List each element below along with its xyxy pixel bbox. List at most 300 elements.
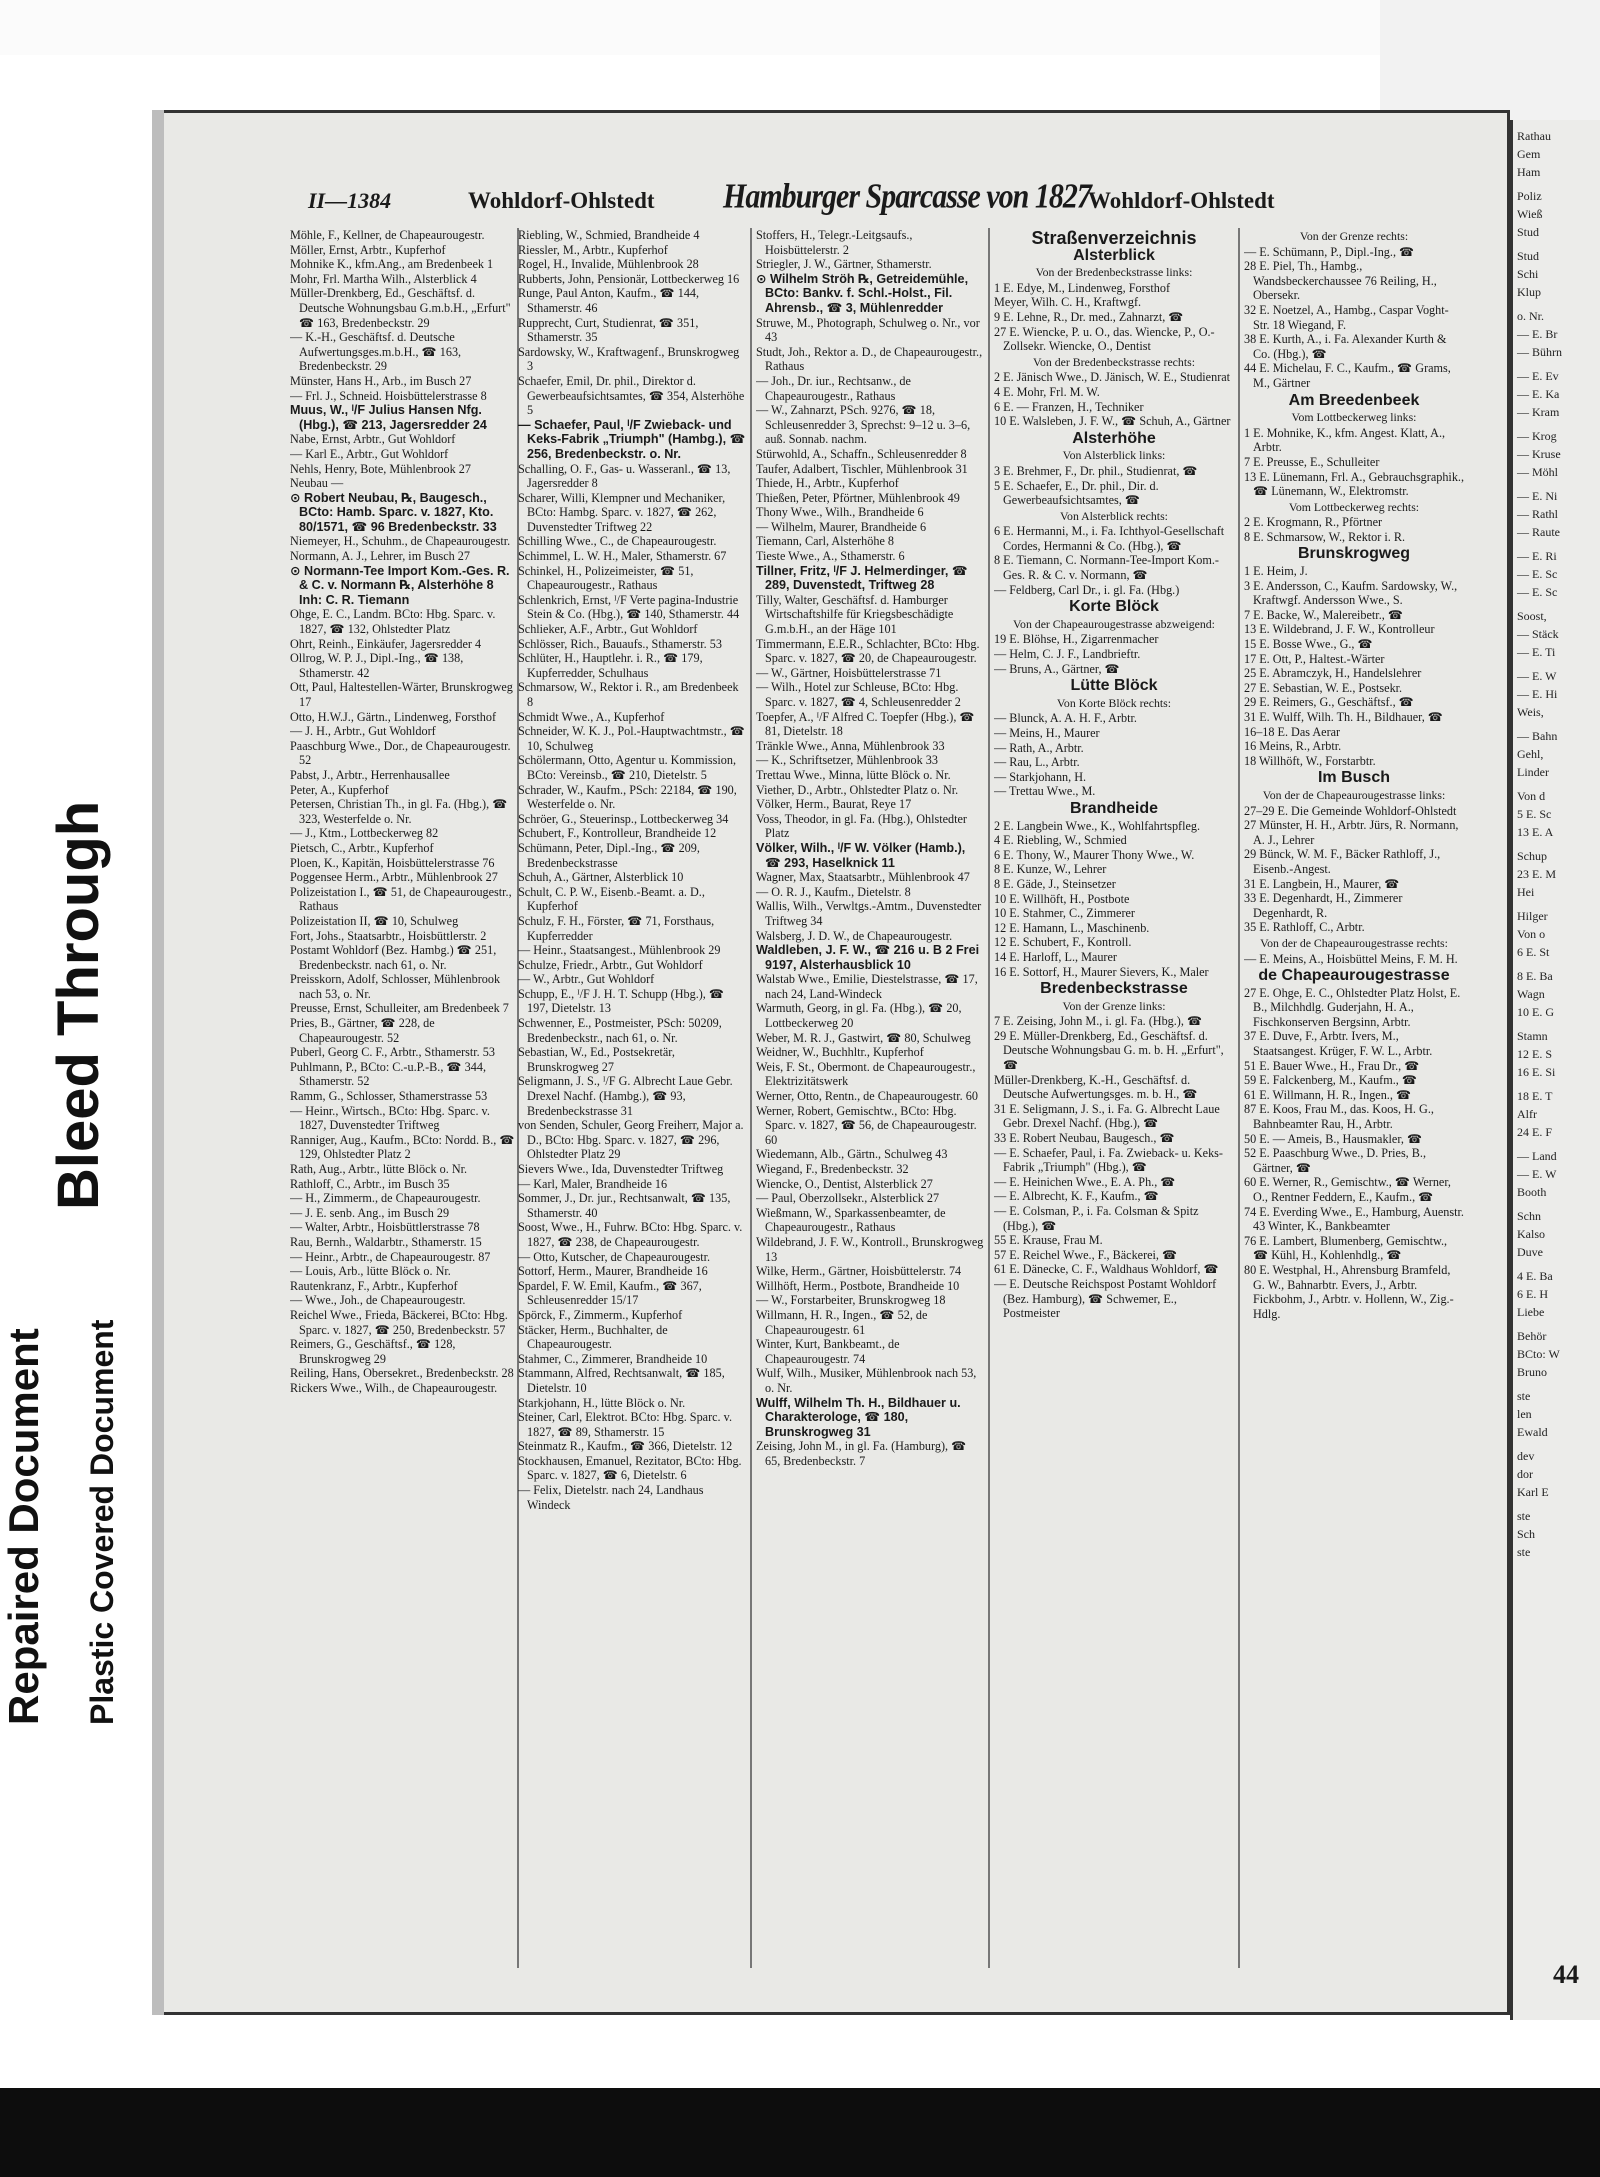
direction-note: Von Alsterblick links: (1062, 448, 1166, 463)
directory-entry: 31 E. Langbein, H., Maurer, ☎ (1244, 876, 1400, 891)
directory-entry: — Wilh., Hotel zur Schleuse, BCto: Hbg. Sparc. v. 1827, ☎ 4, Schleusenredder 2 (756, 680, 961, 709)
fragment-line: Linder (1517, 765, 1549, 779)
directory-entry: Struwe, M., Photograph, Schulweg o. Nr., vor 43 (756, 315, 980, 345)
directory-entry: Polizeistation I., ☎ 51, de Chapeaurougestr., Rathaus (290, 884, 512, 914)
directory-entry: Schneider, W. K. J., Pol.-Hauptwachtmstr., ☎ 10, Schulweg (518, 724, 745, 753)
directory-entry: 27 Münster, H. H., Arbtr. Jürs, R. Normann, A. J., Lehrer (1244, 818, 1459, 847)
directory-entry: — E. Heinichen Wwe., E. A. Ph., ☎ (994, 1174, 1176, 1189)
directory-entry: Wallis, Wilh., Verwltgs.-Amtm., Duvenstedter Triftweg 34 (756, 899, 982, 928)
directory-entry: 6 E. Hermanni, M., i. Fa. Ichthyol-Gesellschaft Cordes, Hermanni & Co. (Hbg.), ☎ (994, 524, 1225, 553)
directory-entry: Trettau Wwe., Minna, lütte Blöck o. Nr. (756, 767, 951, 782)
directory-entry: Müller-Drenkberg, Ed., Geschäftsf. d. Deutsche Wohnungsbau G.m.b.H., „Erfurt" ☎ 163, Bredenbeckstr. 29 (290, 286, 511, 330)
directory-entry: Stahmer, C., Zimmerer, Brandheide 10 (518, 1351, 708, 1366)
bank-advertisement: Hamburger Sparcasse von 1827 (723, 177, 1091, 216)
directory-entry: Toepfer, A., ᴵ/F Alfred C. Toepfer (Hbg.), ☎ 81, Dietelstr. 18 (756, 709, 975, 739)
fragment-line: Stamn (1517, 1029, 1548, 1043)
directory-entry: 18 Willhöft, W., Forstarbtr. (1244, 753, 1376, 768)
fragment-line: Von o (1517, 927, 1546, 941)
directory-entry: 1 E. Mohnike, K., kfm. Angest. Klatt, A., Arbtr. (1244, 425, 1446, 455)
fragment-line: ste (1517, 1509, 1531, 1523)
directory-entry: Postamt Wohldorf (Bez. Hambg.) ☎ 251, Bredenbeckstr. nach 61, o. Nr. (290, 943, 497, 972)
directory-entry: Schlieker, A.F., Arbtr., Gut Wohldorf (518, 622, 698, 637)
fragment-line: — E. Sc (1517, 567, 1558, 581)
fragment-line: — Möhl (1517, 465, 1559, 479)
directory-entry: Rubberts, John, Pensionär, Lottbeckerweg 16 (518, 271, 740, 286)
directory-entry: 37 E. Duve, F., Arbtr. Ivers, M., Staatsangest. Krüger, F. W. L., Arbtr. (1244, 1029, 1433, 1059)
scan-bottom-border (0, 2088, 1600, 2177)
directory-entry: Ploen, K., Kapitän, Hoisbüttelerstrasse 76 (290, 855, 495, 870)
directory-entry: Viether, D., Arbtr., Ohlstedter Platz o. Nr. (756, 782, 959, 797)
page-header (308, 177, 1308, 220)
directory-entry: Schölermann, Otto, Agentur u. Kommission, BCto: Vereinsb., ☎ 210, Dietelstr. 5 (518, 753, 737, 782)
place-heading-right: Wohldorf-Ohlstedt (1088, 188, 1275, 213)
fragment-line: Kalso (1517, 1227, 1545, 1241)
next-page-number: 44 (1553, 1960, 1579, 1989)
fragment-line: Wieß (1517, 207, 1543, 221)
directory-entry: Rath, Aug., Arbtr., lütte Blöck o. Nr. (290, 1162, 468, 1176)
directory-entry: Stürwohld, A., Schaffn., Schleusenredder 8 (756, 446, 967, 461)
directory-entry: 9 E. Lehne, R., Dr. med., Zahnarzt, ☎ (994, 309, 1184, 324)
fragment-line: len (1517, 1407, 1532, 1421)
directory-entry: 38 E. Kurth, A., i. Fa. Alexander Kurth & Co. (Hbg.), ☎ (1244, 332, 1447, 361)
directory-entry: Wulff, Wilhelm Th. H., Bildhauer u. Charakterologe, ☎ 180, Brunskrogweg 31 (756, 1395, 961, 1439)
directory-entry: Sardowsky, W., Kraftwagenf., Brunskrogweg 3 (518, 344, 740, 374)
directory-entry: 44 E. Michelau, F. C., Kaufm., ☎ Grams, M., Gärtner (1244, 361, 1451, 390)
directory-entry: 8 E. Kunze, W., Lehrer (994, 862, 1107, 877)
directory-entry: 61 E. Dänecke, C. F., Waldhaus Wohldorf, ☎ (994, 1262, 1219, 1277)
directory-entry: Rogel, H., Invalide, Mühlenbrook 28 (518, 257, 699, 272)
directory-entry: Wagner, Max, Staatsarbtr., Mühlenbrook 47 (756, 870, 970, 885)
directory-entry: Schulz, F. H., Förster, ☎ 71, Forsthaus, Kupferredder (518, 913, 715, 943)
directory-entry: — Wwe., Joh., de Chapeaurougestr. (290, 1293, 466, 1308)
directory-entry: Stäcker, Herm., Buchhalter, de Chapeaurougestr. (518, 1322, 668, 1352)
bleed-through-label: Bleed Through (46, 800, 111, 1210)
directory-entry: — E. Deutsche Reichspost Postamt Wohldorf (Bez. Hamburg), ☎ Schwemer, E., Postmeister (994, 1276, 1217, 1321)
directory-entry: Schwenner, E., Postmeister, PSch: 50209, Bredenbeckstr., nach 61, o. Nr. (518, 1016, 722, 1045)
directory-entry: Seligmann, J. S., ᴵ/F G. Albrecht Laue Gebr. Drexel Nachf. (Hambg.), ☎ 93, Bredenbeckstrasse 31 (518, 1074, 733, 1118)
directory-entry: Schlenkrich, Ernst, ᴵ/F Verte pagina-Industrie Stein & Co. (Hbg.), ☎ 140, Sthamerstr. 44 (518, 592, 740, 622)
directory-entry: — W., Gärtner, Hoisbüttelerstrasse 71 (756, 665, 942, 680)
directory-entry: Rathloff, C., Arbtr., im Busch 35 (290, 1176, 450, 1191)
directory-entry: Neubau — (290, 476, 344, 491)
next-page-fragment-lines (1513, 128, 1600, 1560)
direction-note: Von der Bredenbeckstrasse rechts: (1033, 354, 1195, 369)
directory-entry: Wilke, Herm., Gärtner, Hoisbüttelerstr. 74 (756, 1264, 962, 1279)
directory-entry: 50 E. — Ameis, B., Hausmakler, ☎ (1244, 1131, 1423, 1146)
directory-entry: 13 E. Wildebrand, J. F. W., Kontrolleur (1244, 622, 1435, 637)
directory-entry: — K., Schriftsetzer, Mühlenbrook 33 (756, 753, 938, 768)
directory-entry: Steinmatz R., Kaufm., ☎ 366, Dietelstr. 12 (518, 1439, 733, 1454)
directory-entry: Peter, A., Kupferhof (290, 782, 389, 797)
directory-entry: 16 E. Sottorf, H., Maurer Sievers, K., Maler (994, 964, 1209, 979)
directory-entry: Schlösser, Rich., Bauaufs., Sthamerstr. 53 (518, 636, 722, 651)
directory-entry: Muus, W., ᴵ/F Julius Hansen Nfg. (Hbg.), ☎ 213, Jagersredder 24 (290, 403, 487, 432)
fragment-line: 6 E. H (1517, 1287, 1548, 1301)
fragment-line: — E. Ev (1517, 369, 1559, 383)
directory-entry: Möhle, F., Kellner, de Chapeaurougestr. (290, 228, 485, 242)
directory-entry: 7 E. Preusse, E., Schulleiter (1244, 454, 1380, 469)
directory-entry: Warmuth, Georg, in gl. Fa. (Hbg.), ☎ 20, Lottbeckerweg 20 (756, 1001, 962, 1031)
fragment-line: Hilger (1517, 909, 1548, 923)
fragment-line: Gem (1517, 147, 1541, 161)
directory-entry: Thiede, H., Arbtr., Kupferhof (756, 476, 899, 491)
directory-entry: Schümann, Peter, Dipl.-Ing., ☎ 209, Bredenbeckstrasse (518, 840, 700, 870)
directory-entry: Puhlmann, P., BCto: C.-u.P.-B., ☎ 344, Sthamerstr. 52 (290, 1059, 486, 1089)
fragment-line: Stud (1517, 225, 1540, 239)
resident-column-3 (756, 228, 984, 1968)
directory-entry: Mohr, Frl. Martha Wilh., Alsterblick 4 (290, 271, 477, 286)
directory-entry: ⊙ Robert Neubau, ℞, Baugesch., BCto: Hamb. Sparc. v. 1827, Kto. 80/1571, ☎ 96 Bredenbeckstr. 33 (290, 490, 497, 534)
directory-entry: Thießen, Peter, Pförtner, Mühlenbrook 49 (756, 490, 960, 505)
directory-entry: 3 E. Andersson, C., Kaufm. Sardowsky, W., Kraftwgf. Andersson Wwe., S. (1244, 578, 1458, 608)
directory-entry: Spardel, F. W. Emil, Kaufm., ☎ 367, Schleusenredder 15/17 (518, 1278, 702, 1308)
fragment-line: — Bahn (1517, 729, 1558, 743)
directory-entry: 7 E. Backe, W., Malereibetr., ☎ (1244, 607, 1404, 622)
directory-entry: Puberl, Georg C. F., Arbtr., Sthamerstr. 53 (290, 1045, 495, 1060)
directory-entry: Wildebrand, J. F. W., Kontroll., Brunskrogweg 13 (756, 1234, 984, 1264)
direction-note: Vom Lottbeckerweg links: (1291, 410, 1417, 425)
directory-entry: 76 E. Lambert, Blumenberg, Gemischtw., ☎ Kühl, H., Kohlenhdlg., ☎ (1244, 1233, 1448, 1263)
directory-entry: 2 E. Jänisch Wwe., D. Jänisch, W. E., Studienrat (994, 370, 1231, 385)
directory-entry: Preusse, Ernst, Schulleiter, am Bredenbeek 7 (290, 1001, 509, 1016)
directory-entry: Völker, Wilh., ᴵ/F W. Völker (Hamb.), ☎ 293, Haselknick 11 (756, 840, 966, 870)
directory-entry: — W., Forstarbeiter, Brunskrogweg 18 (756, 1293, 946, 1308)
directory-entry: — Louis, Arb., lütte Blöck o. Nr. (290, 1264, 451, 1279)
scan-top-margin (0, 0, 1600, 55)
fragment-line: — E. W (1517, 669, 1557, 683)
directory-entry: — J., Ktm., Lottbeckerweg 82 (290, 826, 439, 841)
directory-entry: Schmidt Wwe., A., Kupferhof (518, 709, 665, 724)
fragment-line: dev (1517, 1449, 1535, 1463)
directory-entry: Willmann, H. R., Ingen., ☎ 52, de Chapeaurougestr. 61 (756, 1307, 928, 1337)
directory-entry: Tillner, Fritz, ᴵ/F J. Helmerdinger, ☎ 289, Duvenstedt, Triftweg 28 (756, 563, 968, 593)
directory-entry: 27 E. Wiencke, P. u. O., das. Wiencke, P., O.-Zollsekr. Wiencke, O., Dentist (994, 324, 1215, 354)
fragment-line: ste (1517, 1545, 1531, 1559)
directory-entry: 25 E. Abramczyk, H., Handelslehrer (1244, 666, 1422, 681)
directory-entry: — E. Albrecht, K. F., Kaufm., ☎ (994, 1189, 1159, 1204)
directory-entry: 27 E. Sebastian, W. E., Postsekr. (1244, 680, 1403, 695)
directory-entry: — W., Arbtr., Gut Wohldorf (518, 972, 655, 987)
directory-entry: 10 E. Willhöft, H., Postbote (994, 891, 1130, 906)
resident-column-2 (518, 228, 746, 1968)
fragment-line: 13 E. A (1517, 825, 1554, 839)
directory-entry: Schult, C. P. W., Eisenb.-Beamt. a. D., Kupferhof (518, 884, 705, 914)
directory-entry: Nehls, Henry, Bote, Mühlenbrook 27 (290, 461, 471, 476)
fragment-line: — Stäck (1517, 627, 1559, 641)
directory-entry: Schulze, Friedr., Arbtr., Gut Wohldorf (518, 957, 703, 972)
next-page-fragment (1510, 120, 1600, 2020)
directory-entry: — Schaefer, Paul, ᴵ/F Zwieback- und Keks-Fabrik „Triumph" (Hambg.), ☎ 256, Bredenbeckstr. o. Nr. (518, 417, 746, 461)
directory-entry: 16–18 E. Das Aerar (1244, 724, 1341, 739)
fragment-line: — E. W (1517, 1167, 1557, 1181)
directory-entry: 8 E. Tiemann, C. Normann-Tee-Import Kom.-Ges. R. & C. v. Normann, ☎ (994, 553, 1219, 583)
fragment-line: 8 E. Ba (1517, 969, 1553, 983)
directory-entry: — Otto, Kutscher, de Chapeaurougestr. (518, 1249, 711, 1264)
street-heading: Im Busch (1317, 769, 1390, 787)
fragment-line: Karl E (1517, 1485, 1549, 1499)
directory-entry: Waldleben, J. F. W., ☎ 216 u. B 2 Frei 9197, Alsterhausblick 10 (756, 943, 980, 972)
directory-entry: 35 E. Rathloff, C., Arbtr. (1244, 920, 1365, 935)
directory-entry: Nabe, Ernst, Arbtr., Gut Wohldorf (290, 432, 456, 447)
directory-entry: Ollrog, W. P. J., Dipl.-Ing., ☎ 138, Sthamerstr. 42 (290, 651, 464, 680)
directory-entry: Studt, Joh., Rektor a. D., de Chapeaurougestr., Rathaus (756, 344, 983, 374)
directory-entry: 31 E. Wulff, Wilh. Th. H., Bildhauer, ☎ (1244, 710, 1443, 724)
directory-entry: Sommer, J., Dr. jur., Rechtsanwalt, ☎ 135, Sthamerstr. 40 (518, 1191, 731, 1220)
directory-entry: — Trettau Wwe., M. (994, 784, 1096, 799)
directory-entry: 17 E. Ott, P., Haltest.-Wärter (1244, 651, 1385, 666)
directory-entry: Mohnike K., kfm.Ang., am Bredenbeek 1 (290, 257, 494, 272)
directory-entry: ⊙ Wilhelm Ströh ℞, Getreidemühle, BCto: Bankv. f. Schl.-Holst., Fil. Ahrensb., ☎ 3, Mühlenredder (756, 271, 969, 315)
directory-entry: 55 E. Krause, Frau M. (994, 1233, 1103, 1248)
directory-entry: Schupp, E., ᴵ/F J. H. T. Schupp (Hbg.), ☎ 197, Dietelstr. 13 (518, 986, 725, 1016)
directory-entry: Riebling, W., Schmied, Brandheide 4 (518, 228, 700, 242)
fragment-line: Booth (1517, 1185, 1547, 1199)
street-heading: Brunskrogweg (1297, 545, 1410, 563)
directory-entry: 29 Bünck, W. M. F., Bäcker Rathloff, J., Eisenb.-Angest. (1244, 847, 1441, 876)
directory-entry: — Heinr., Wirtsch., BCto: Hbg. Sparc. v. 1827, Duvenstedter Triftweg (290, 1103, 490, 1133)
directory-entry: Rau, Bernh., Waldarbtr., Sthamerstr. 15 (290, 1234, 482, 1249)
directory-entry: — Rath, A., Arbtr. (994, 740, 1084, 755)
fragment-line: Rathau (1517, 129, 1551, 143)
directory-entry: Stoffers, H., Telegr.-Leitgsaufs., Hoisbüttelerstr. 2 (756, 228, 913, 257)
fragment-line: — Land (1517, 1149, 1557, 1163)
directory-entry: 2 E. Langbein Wwe., K., Wohlfahrtspfleg. (994, 818, 1201, 833)
fragment-line: — Kram (1517, 405, 1560, 419)
directory-entry: 61 E. Willmann, H. R., Ingen., ☎ (1244, 1087, 1412, 1102)
fragment-line: 5 E. Sc (1517, 807, 1552, 821)
directory-entry: Schimmel, L. W. H., Maler, Sthamerstr. 67 (518, 549, 727, 564)
direction-note: Von der Chapeaurougestrasse abzweigend: (1013, 616, 1215, 631)
fragment-line: — Rathl (1517, 507, 1558, 521)
directory-entry: 74 E. Everding Wwe., E., Hamburg, Auenstr. 43 Winter, K., Bankbeamter (1244, 1204, 1464, 1234)
fragment-line: Bruno (1517, 1365, 1547, 1379)
directory-entry: 60 E. Werner, R., Gemischtw., ☎ Werner, O., Rentner Feddern, E., Kaufm., ☎ (1244, 1175, 1451, 1204)
directory-entry: 12 E. Hamann, L., Maschinenb. (994, 920, 1150, 935)
directory-entry: Pabst, J., Arbtr., Herrenhausallee (290, 767, 450, 782)
fragment-line: — E. Ri (1517, 549, 1557, 563)
direction-note: Von der Grenze links: (1062, 998, 1166, 1013)
fragment-line: Gehl, (1517, 747, 1544, 761)
directory-entry: — Blunck, A. A. H. F., Arbtr. (994, 711, 1137, 726)
fragment-line: — E. Sc (1517, 585, 1558, 599)
directory-entry: Rautenkranz, F., Arbtr., Kupferhof (290, 1278, 458, 1293)
directory-entry: Stammann, Alfred, Rechtsanwalt, ☎ 185, Dietelstr. 10 (518, 1366, 725, 1395)
directory-entry: Willhöft, Herm., Postbote, Brandheide 10 (756, 1278, 960, 1293)
fragment-line: 4 E. Ba (1517, 1269, 1553, 1283)
directory-entry: 6 E. Thony, W., Maurer Thony Wwe., W. (994, 847, 1195, 862)
fragment-line: — Raute (1517, 525, 1560, 539)
fragment-line: 10 E. G (1517, 1005, 1554, 1019)
directory-entry: — Meins, H., Maurer (994, 726, 1100, 740)
directory-entry: Ramm, G., Schlosser, Sthamerstrasse 53 (290, 1089, 488, 1104)
directory-entry: — Starkjohann, H. (994, 769, 1087, 784)
directory-entry: Schröer, G., Steuerinsp., Lottbeckerweg 34 (518, 811, 729, 826)
fragment-line: Hei (1517, 885, 1535, 899)
fragment-line: 18 E. T (1517, 1089, 1553, 1103)
directory-entry: — H., Zimmerm., de Chapeaurougestr. (290, 1191, 481, 1206)
direction-note: Von der de Chapeaurougestrasse links: (1262, 787, 1446, 802)
directory-entry: Tränkle Wwe., Anna, Mühlenbrook 33 (756, 738, 945, 753)
directory-entry: Stockhausen, Emanuel, Rezitator, BCto: Hbg. Sparc. v. 1827, ☎ 6, Dietelstr. 6 (518, 1453, 742, 1483)
directory-entry: 33 E. Robert Neubau, Baugesch., ☎ (994, 1131, 1175, 1146)
directory-entry: — O. R. J., Kaufm., Dietelstr. 8 (756, 884, 911, 899)
fragment-line: — E. Ti (1517, 645, 1556, 659)
directory-entry: Werner, Otto, Rentn., de Chapeaurougestr. 60 (756, 1089, 978, 1104)
directory-entry: — Frl. J., Schneid. Hoisbüttelerstrasse 8 (290, 388, 487, 403)
directory-entry: — J. H., Arbtr., Gut Wohldorf (290, 724, 436, 739)
fragment-line: Sch (1517, 1527, 1535, 1541)
directory-entry: Petersen, Christian Th., in gl. Fa. (Hbg.), ☎ 323, Westerfelde o. Nr. (290, 797, 508, 826)
street-heading: Alsterhöhe (1072, 429, 1156, 447)
directory-entry: Rickers Wwe., Wilh., de Chapeaurougestr. (290, 1380, 498, 1395)
fragment-line: Schup (1517, 849, 1547, 863)
directory-entry: — Wilhelm, Maurer, Brandheide 6 (756, 519, 927, 534)
directory-entry: Preisskorn, Adolf, Schlosser, Mühlenbrook nach 53, o. Nr. (290, 972, 501, 1001)
directory-entry: 10 E. Stahmer, C., Zimmerer (994, 906, 1135, 921)
directory-entry: 1 E. Edye, M., Lindenweg, Forsthof (994, 280, 1171, 295)
street-index-column-1 (994, 228, 1234, 1968)
directory-entry: 52 E. Paaschburg Wwe., D. Pries, B., Gärtner, ☎ (1244, 1146, 1427, 1175)
directory-entry: — Karl, Maler, Brandheide 16 (518, 1176, 668, 1191)
directory-entry: 3 E. Brehmer, F., Dr. phil., Studienrat, ☎ (994, 463, 1198, 478)
directory-entry: Tieste Wwe., A., Sthamerstr. 6 (756, 549, 905, 564)
directory-entry: 12 E. Schubert, F., Kontroll. (994, 935, 1132, 950)
fragment-line: Schi (1517, 267, 1539, 281)
fragment-line: Weis, (1517, 705, 1544, 719)
directory-entry: — Joh., Dr. iur., Rechtsanw., de Chapeaurougestr., Rathaus (756, 373, 911, 403)
direction-note: Vom Lottbeckerweg rechts: (1288, 499, 1420, 514)
directory-entry: 27–29 E. Die Gemeinde Wohldorf-Ohlstedt (1244, 803, 1457, 818)
directory-entry: — W., Zahnarzt, PSch. 9276, ☎ 18, Schleusenredder 3, Sprechst: 9–12 u. 3–6, auß. Sonnab. nachm. (756, 403, 971, 447)
directory-entry: Weber, M. R. J., Gastwirt, ☎ 80, Schulweg (756, 1030, 971, 1045)
directory-entry: Walsberg, J. D. W., de Chapeaurougestr. (756, 928, 953, 943)
directory-entry: Walstab Wwe., Emilie, Diestelstrasse, ☎ 17, nach 24, Land-Windeck (756, 972, 978, 1001)
directory-entry: Taufer, Adalbert, Tischler, Mühlenbrook 31 (756, 461, 968, 476)
directory-entry: 4 E. Riebling, W., Schmied (994, 833, 1127, 848)
directory-entry: Wiedemann, Alb., Gärtn., Schulweg 43 (756, 1147, 948, 1162)
directory-entry: 33 E. Degenhardt, H., Zimmerer Degenhardt, R. (1244, 891, 1403, 920)
direction-note: Von der Grenze rechts: (1299, 229, 1409, 243)
direction-note: Von der Bredenbeckstrasse links: (1035, 265, 1193, 280)
fragment-line: 23 E. M (1517, 867, 1556, 881)
fragment-line: Schn (1517, 1209, 1541, 1223)
directory-entry: Schmarsow, W., Rektor i. R., am Bredenbeek 8 (518, 680, 739, 709)
fragment-line: Behör (1517, 1329, 1547, 1343)
directory-entry: — Heinr., Arbtr., de Chapeaurougestr. 87 (290, 1249, 491, 1264)
directory-entry: Fort, Johs., Staatsarbtr., Hoisbüttlerstr. 2 (290, 928, 487, 943)
fragment-line: — E. Br (1517, 327, 1558, 341)
directory-entry: 8 E. Schmarsow, W., Rektor i. R. (1244, 529, 1406, 544)
directory-entry: 59 E. Falckenberg, M., Kaufm., ☎ (1244, 1073, 1418, 1088)
fragment-line: Soost, (1517, 609, 1547, 623)
directory-entry: 32 E. Noetzel, A., Hambg., Caspar Voght-Str. 18 Wiegand, F. (1244, 302, 1449, 332)
directory-columns (290, 228, 1464, 1968)
directory-entry: Münster, Hans H., Arb., im Busch 27 (290, 373, 472, 388)
directory-entry: Ohrt, Reinh., Einkäufer, Jagersredder 4 (290, 636, 482, 651)
fragment-line: Ham (1517, 165, 1541, 179)
direction-note: Von Alsterblick rechts: (1060, 508, 1168, 523)
directory-entry: Striegler, J. W., Gärtner, Sthamerstr. (756, 257, 932, 272)
directory-entry: 10 E. Walsleben, J. F. W., ☎ Schuh, A., Gärtner (994, 414, 1231, 429)
fragment-line: Klup (1517, 285, 1541, 299)
page-gutter (152, 110, 164, 2015)
directory-entry: Tilly, Walter, Geschäftsf. d. Hamburger Wirtschaftshilfe für Kriegsbeschädigte G.m.b.H., an der Häge 101 (756, 592, 954, 637)
directory-entry: Thony Wwe., Wilh., Brandheide 6 (756, 505, 924, 520)
resident-column-1 (290, 228, 515, 1968)
direction-note: Von der de Chapeaurougestrasse rechts: (1260, 935, 1448, 950)
directory-entry: — Paul, Oberzollsekr., Alsterblick 27 (756, 1191, 940, 1206)
directory-entry: — E. Meins, A., Hoisbüttel Meins, F. M. H. (1244, 951, 1458, 966)
directory-entry: Wiencke, O., Dentist, Alsterblick 27 (756, 1176, 933, 1191)
street-heading: de Chapeaurougestrasse (1258, 967, 1450, 985)
street-heading: Bredenbeckstrasse (1040, 980, 1188, 998)
directory-entry: Schalling, O. F., Gas- u. Wasseranl., ☎ 13, Jagersredder 8 (518, 461, 731, 491)
directory-entry: Ranniger, Aug., Kaufm., BCto: Nordd. B., ☎ 129, Ohlstedter Platz 2 (290, 1132, 515, 1162)
directory-entry: Weidner, W., Buchhltr., Kupferhof (756, 1045, 924, 1060)
directory-entry: — E. Schaefer, Paul, i. Fa. Zwieback- u. Keks-Fabrik „Triumph" (Hbg.), ☎ (994, 1145, 1223, 1175)
street-heading: Straßenverzeichnis (1031, 228, 1197, 248)
directory-entry: ⊙ Normann-Tee Import Kom.-Ges. R. & C. v. Normann ℞, Alsterhöhe 8 Inh: C. R. Tiemann (290, 563, 510, 607)
directory-entry: Timmermann, E.E.R., Schlachter, BCto: Hbg. Sparc. v. 1827, ☎ 20, de Chapeaurougestr. (756, 636, 980, 666)
fragment-line: o. Nr. (1517, 309, 1544, 323)
directory-entry: 31 E. Seligmann, J. S., i. Fa. G. Albrecht Laue Gebr. Drexel Nachf. (Hbg.), ☎ (994, 1101, 1220, 1131)
fragment-line: Ewald (1517, 1425, 1548, 1439)
directory-entry: 5 E. Schaefer, E., Dr. phil., Dir. d. Gewerbeaufsichtsamtes, ☎ (994, 478, 1159, 508)
directory-entry: 57 E. Reichel Wwe., F., Bäckerei, ☎ (994, 1247, 1178, 1262)
directory-entry: 1 E. Heim, J. (1244, 564, 1308, 579)
directory-entry: Schilling Wwe., C., de Chapeaurougestr. (518, 534, 717, 549)
directory-entry: Normann, A. J., Lehrer, im Busch 27 (290, 549, 470, 564)
directory-entry: Reichel Wwe., Frieda, Bäckerei, BCto: Hbg. Sparc. v. 1827, ☎ 250, Bredenbeckstr. 57 (290, 1307, 508, 1337)
fragment-line: Liebe (1517, 1305, 1545, 1319)
directory-entry: 2 E. Krogmann, R., Pförtner (1244, 515, 1383, 530)
directory-entry: 6 E. — Franzen, H., Techniker (994, 399, 1144, 414)
directory-entry: — J. E. senb. Ang., im Busch 29 (290, 1205, 450, 1220)
directory-entry: Möller, Ernst, Arbtr., Kupferhof (290, 242, 446, 257)
street-index-column-2 (1244, 228, 1464, 1968)
directory-entry: Polizeistation II, ☎ 10, Schulweg (290, 913, 459, 928)
directory-entry: Ohge, E. C., Landm. BCto: Hbg. Sparc. v. 1827, ☎ 132, Ohlstedter Platz (290, 607, 496, 637)
directory-entry: Paaschburg Wwe., Dor., de Chapeaurougestr. 52 (290, 738, 511, 768)
directory-entry: Wulf, Wilh., Musiker, Mühlenbrook nach 53, o. Nr. (756, 1366, 977, 1395)
directory-entry: — E. Colsman, P., i. Fa. Colsman & Spitz (Hbg.), ☎ (994, 1204, 1199, 1233)
directory-entry: — Bruns, A., Gärtner, ☎ (994, 661, 1120, 676)
direction-note: Von Korte Blöck rechts: (1056, 695, 1172, 710)
directory-entry: Schuh, A., Gärtner, Alsterblick 10 (518, 870, 684, 885)
directory-entry: — Walter, Arbtr., Hoisbüttlerstrasse 78 (290, 1220, 480, 1235)
directory-entry: — E. Schümann, P., Dipl.-Ing., ☎ (1244, 244, 1415, 259)
directory-entry: 87 E. Koos, Frau M., das. Koos, H. G., Bahnbeamter Rau, H., Arbtr. (1244, 1102, 1434, 1132)
directory-entry: Otto, H.W.J., Gärtn., Lindenweg, Forsthof (290, 709, 497, 724)
fragment-line: — Krog (1517, 429, 1557, 443)
plastic-covered-label: Plastic Covered Document (84, 1319, 120, 1725)
directory-entry: Meyer, Wilh. C. H., Kraftwgf. (994, 295, 1142, 310)
street-heading: Am Breedenbeek (1288, 391, 1420, 409)
directory-entry: Sebastian, W., Ed., Postsekretär, Brunskrogweg 27 (518, 1045, 675, 1074)
directory-entry: — Heinr., Staatsangest., Mühlenbrook 29 (518, 943, 721, 958)
street-heading: Alsterblick (1073, 246, 1155, 264)
directory-entry: 7 E. Zeising, John M., i. gl. Fa. (Hbg.), ☎ (994, 1014, 1203, 1029)
directory-entry: 15 E. Bosse Wwe., G., ☎ (1244, 637, 1373, 652)
directory-entry: 8 E. Gäde, J., Steinsetzer (994, 876, 1116, 891)
directory-entry: — Helm, C. J. F., Landbrieftr. (994, 647, 1141, 662)
directory-entry: Werner, Robert, Gemischtw., BCto: Hbg. Sparc. v. 1827, ☎ 56, de Chapeaurougestr. 60 (756, 1103, 977, 1147)
directory-entry: Reiling, Hans, Obersekret., Bredenbeckstr. 28 (290, 1366, 514, 1381)
fragment-line: — E. Hi (1517, 687, 1558, 701)
directory-entry: 51 E. Bauer Wwe., H., Frau Dr., ☎ (1244, 1058, 1420, 1073)
directory-entry: Scharer, Willi, Klempner und Mechaniker, BCto: Hambg. Sparc. v. 1827, ☎ 262, Duvenstedter Triftweg 22 (518, 490, 726, 534)
directory-entry: — Karl E., Arbtr., Gut Wohldorf (290, 446, 449, 461)
